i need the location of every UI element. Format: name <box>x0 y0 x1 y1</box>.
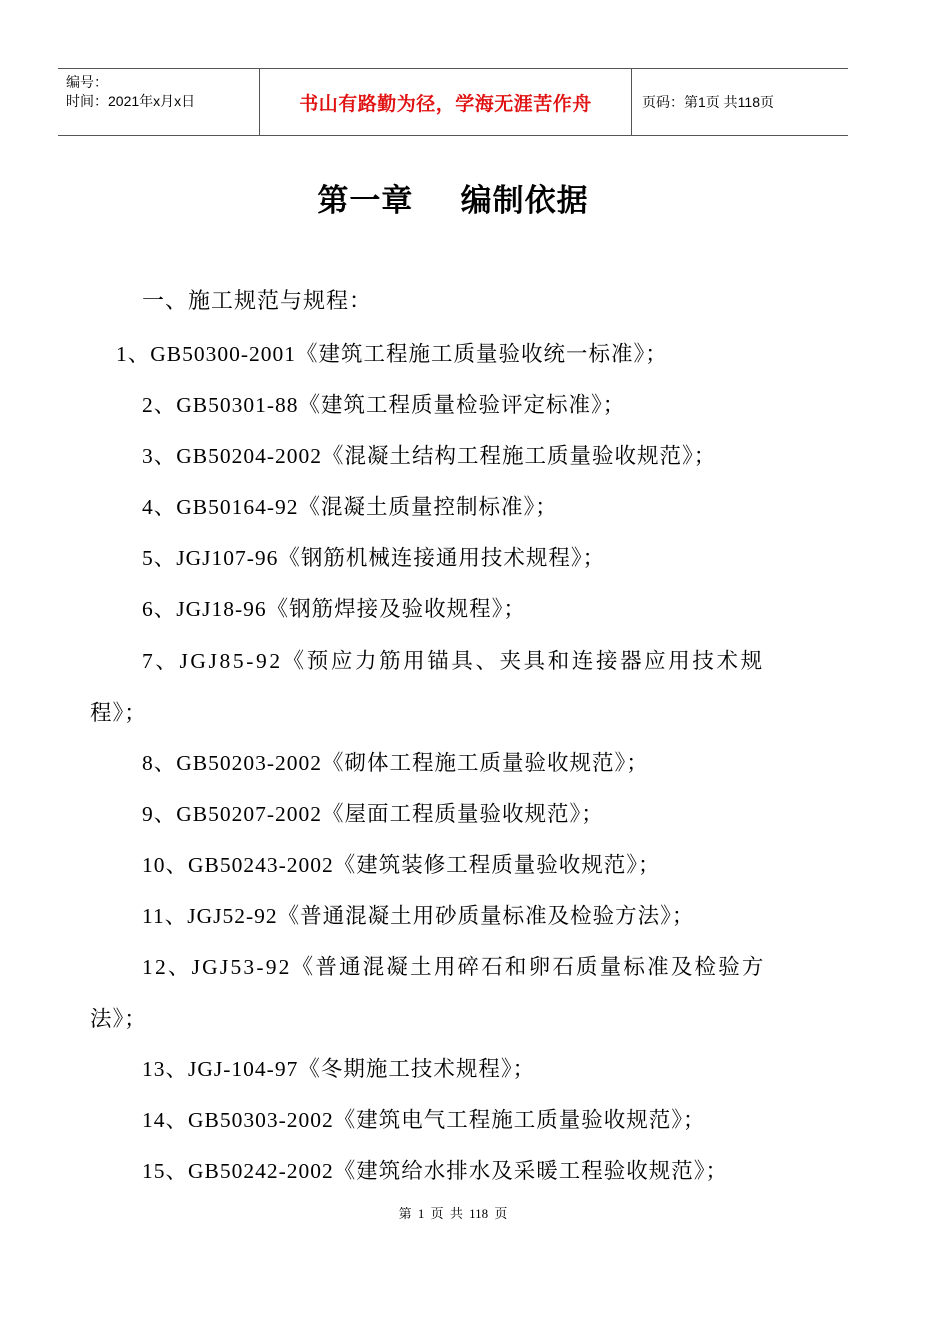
list-item: 7、JGJ85-92《预应力筋用锚具、夹具和连接器应用技术规 <box>142 649 765 673</box>
page-header <box>58 68 848 136</box>
header-meta <box>58 69 259 135</box>
section-heading: 一、施工规范与规程： <box>142 289 373 314</box>
document-number: 编号： <box>66 74 108 90</box>
header-motto: 书山有路勤为径，学海无涯苦作舟 <box>259 69 632 135</box>
list-item: 3、GB50204-2002《混凝土结构工程施工质量验收规范》； <box>142 444 717 468</box>
document-date: 时间：2021年x月x日 <box>66 93 196 109</box>
list-item: 8、GB50203-2002《砌体工程施工质量验收规范》； <box>142 751 649 775</box>
list-item: 9、GB50207-2002《屋面工程质量验收规范》； <box>142 802 604 826</box>
list-item: 13、JGJ-104-97《冬期施工技术规程》； <box>142 1057 536 1081</box>
list-item: 6、JGJ18-96《钢筋焊接及验收规程》； <box>142 597 526 621</box>
list-item: 14、GB50303-2002《建筑电气工程施工质量验收规范》； <box>142 1108 706 1132</box>
header-page-code: 页码：第1页 共118页 <box>642 94 774 110</box>
list-item: 11、JGJ52-92《普通混凝土用砂质量标准及检验方法》； <box>142 904 695 928</box>
list-item: 15、GB50242-2002《建筑给水排水及采暖工程验收规范》； <box>142 1159 729 1183</box>
list-item: 12、JGJ53-92《普通混凝土用碎石和卵石质量标准及检验方 <box>142 955 766 979</box>
list-item: 4、GB50164-92《混凝土质量控制标准》； <box>142 495 558 519</box>
list-item: 10、GB50243-2002《建筑装修工程质量验收规范》； <box>142 853 661 877</box>
chapter-title: 第一章 编制依据 <box>317 183 589 219</box>
list-item-continuation: 法》； <box>90 1007 147 1031</box>
list-item-continuation: 程》； <box>90 701 147 725</box>
page-footer: 第 1 页 共 118 页 <box>398 1206 508 1221</box>
list-item: 1、GB50300-2001《建筑工程施工质量验收统一标准》； <box>116 342 668 366</box>
list-item: 5、JGJ107-96《钢筋机械连接通用技术规程》； <box>142 546 606 570</box>
list-item: 2、GB50301-88《建筑工程质量检验评定标准》； <box>142 393 626 417</box>
